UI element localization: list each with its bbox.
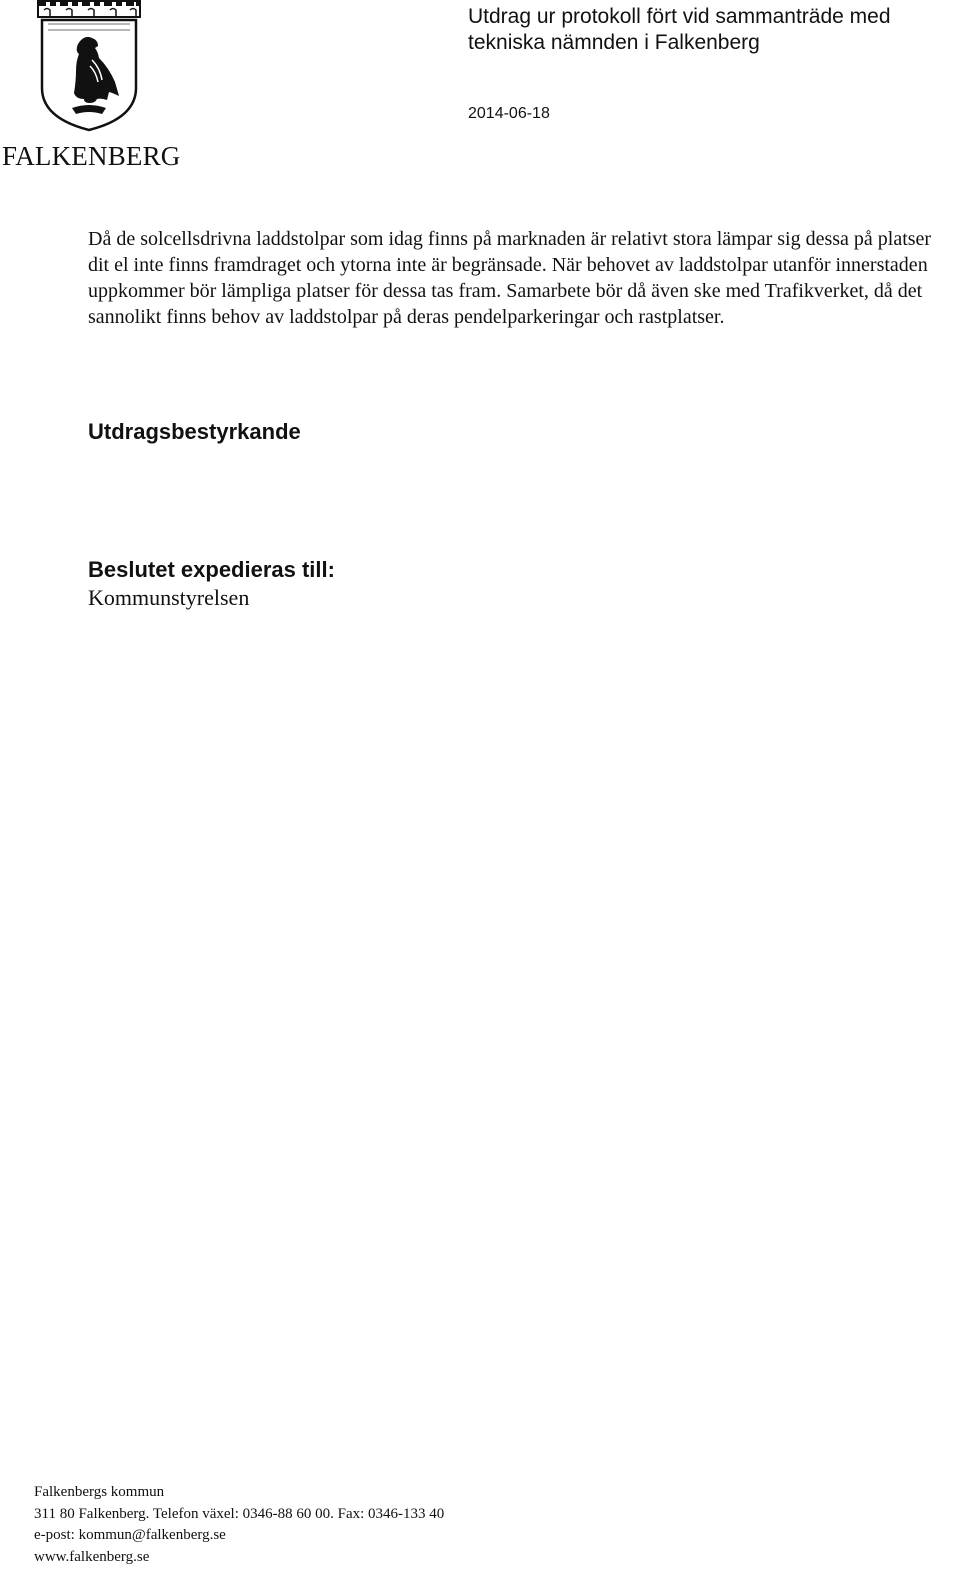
- dispatch-heading: Beslutet expedieras till:: [88, 557, 335, 582]
- dispatch-recipient: Kommunstyrelsen: [88, 585, 250, 610]
- footer-website[interactable]: www.falkenberg.se: [34, 1548, 150, 1565]
- footer-email[interactable]: e-post: kommun@falkenberg.se: [34, 1527, 226, 1543]
- document-title: Utdrag ur protokoll fört vid sammanträde med tekniska nämnden i Falkenberg: [468, 5, 891, 54]
- decision-paragraph: Då de solcellsdrivna laddstolpar som idag finns på marknaden är relativt stora lämpar sig dessa på platser dit el inte finns framdraget och ytorna inte är begränsade. När behovet av laddstolpar utanför innerstaden uppkommer bör lämpliga platser för dessa tas fram. Samarbete bör då även ske med Trafikverket, då det sannolikt finns behov av laddstolpar på deras pendelparkeringar och rastplatser.: [88, 228, 932, 328]
- coat-of-arms-icon: [36, 0, 142, 132]
- footer-address: 311 80 Falkenberg. Telefon växel: 0346-88 60 00. Fax: 0346-133 40: [34, 1505, 445, 1522]
- certification-heading: Utdragsbestyrkande: [88, 419, 301, 444]
- org-wordmark: FALKENBERG: [2, 141, 181, 171]
- footer-org-name: Falkenbergs kommun: [34, 1484, 165, 1500]
- meeting-date: 2014-06-18: [468, 105, 550, 122]
- footer: [34, 1482, 444, 1568]
